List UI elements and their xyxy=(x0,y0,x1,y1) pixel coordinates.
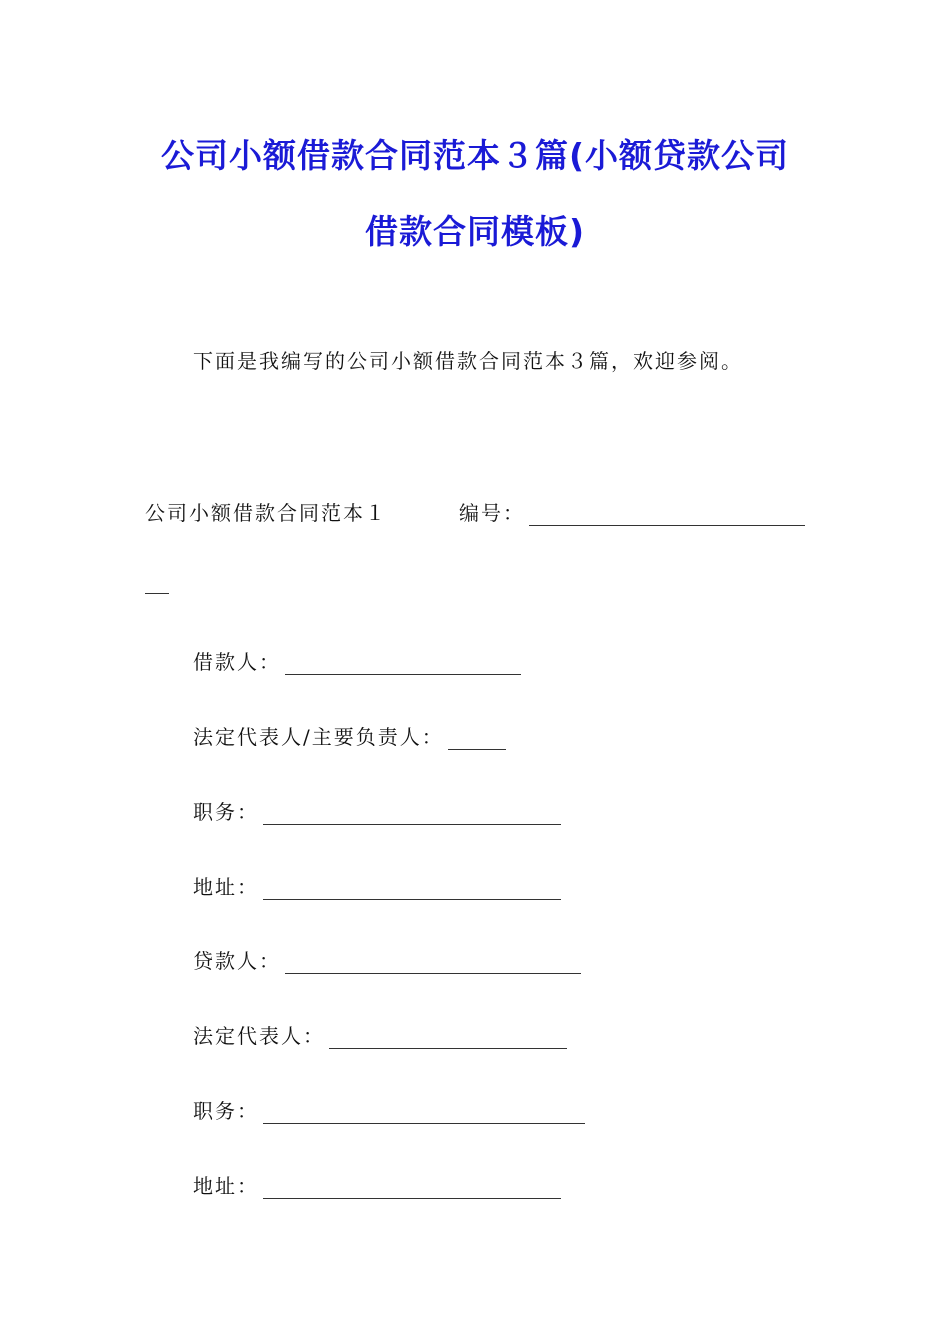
contract-number-blank xyxy=(529,505,805,526)
field-label: 贷款人： xyxy=(193,949,281,973)
field-blank xyxy=(263,879,561,900)
field-label: 法定代表人： xyxy=(193,1024,325,1048)
contract-number-row xyxy=(459,497,805,526)
field-borrower xyxy=(193,646,521,675)
field-borrower-legal-representative xyxy=(193,721,506,750)
field-blank xyxy=(285,654,521,675)
field-blank xyxy=(448,729,506,750)
field-lender xyxy=(193,945,581,974)
field-lender-address xyxy=(193,1170,561,1199)
field-label: 地址： xyxy=(193,875,259,899)
field-label: 职务： xyxy=(193,800,259,824)
section-heading: 公司小额借款合同范本１ xyxy=(145,501,387,525)
field-borrower-address xyxy=(193,871,561,900)
document-title-line-1: 公司小额借款合同范本３篇(小额贷款公司 xyxy=(160,136,790,175)
field-blank xyxy=(329,1028,567,1049)
field-label: 职务： xyxy=(193,1099,259,1123)
field-lender-position xyxy=(193,1095,585,1124)
field-blank xyxy=(263,1103,585,1124)
document-title-line-2: 借款合同模板) xyxy=(364,212,586,251)
intro-paragraph: 下面是我编写的公司小额借款合同范本３篇，欢迎参阅。 xyxy=(193,349,743,373)
field-blank xyxy=(263,804,561,825)
field-borrower-position xyxy=(193,796,561,825)
field-blank xyxy=(263,1178,561,1199)
field-label: 借款人： xyxy=(193,650,281,674)
contract-number-label: 编号： xyxy=(459,501,525,525)
field-blank xyxy=(285,953,581,974)
field-label: 地址： xyxy=(193,1174,259,1198)
section-heading-row xyxy=(145,497,387,526)
contract-number-blank-continuation xyxy=(145,592,169,594)
field-lender-legal-representative xyxy=(193,1020,567,1049)
field-label: 法定代表人/主要负责人： xyxy=(193,725,444,749)
